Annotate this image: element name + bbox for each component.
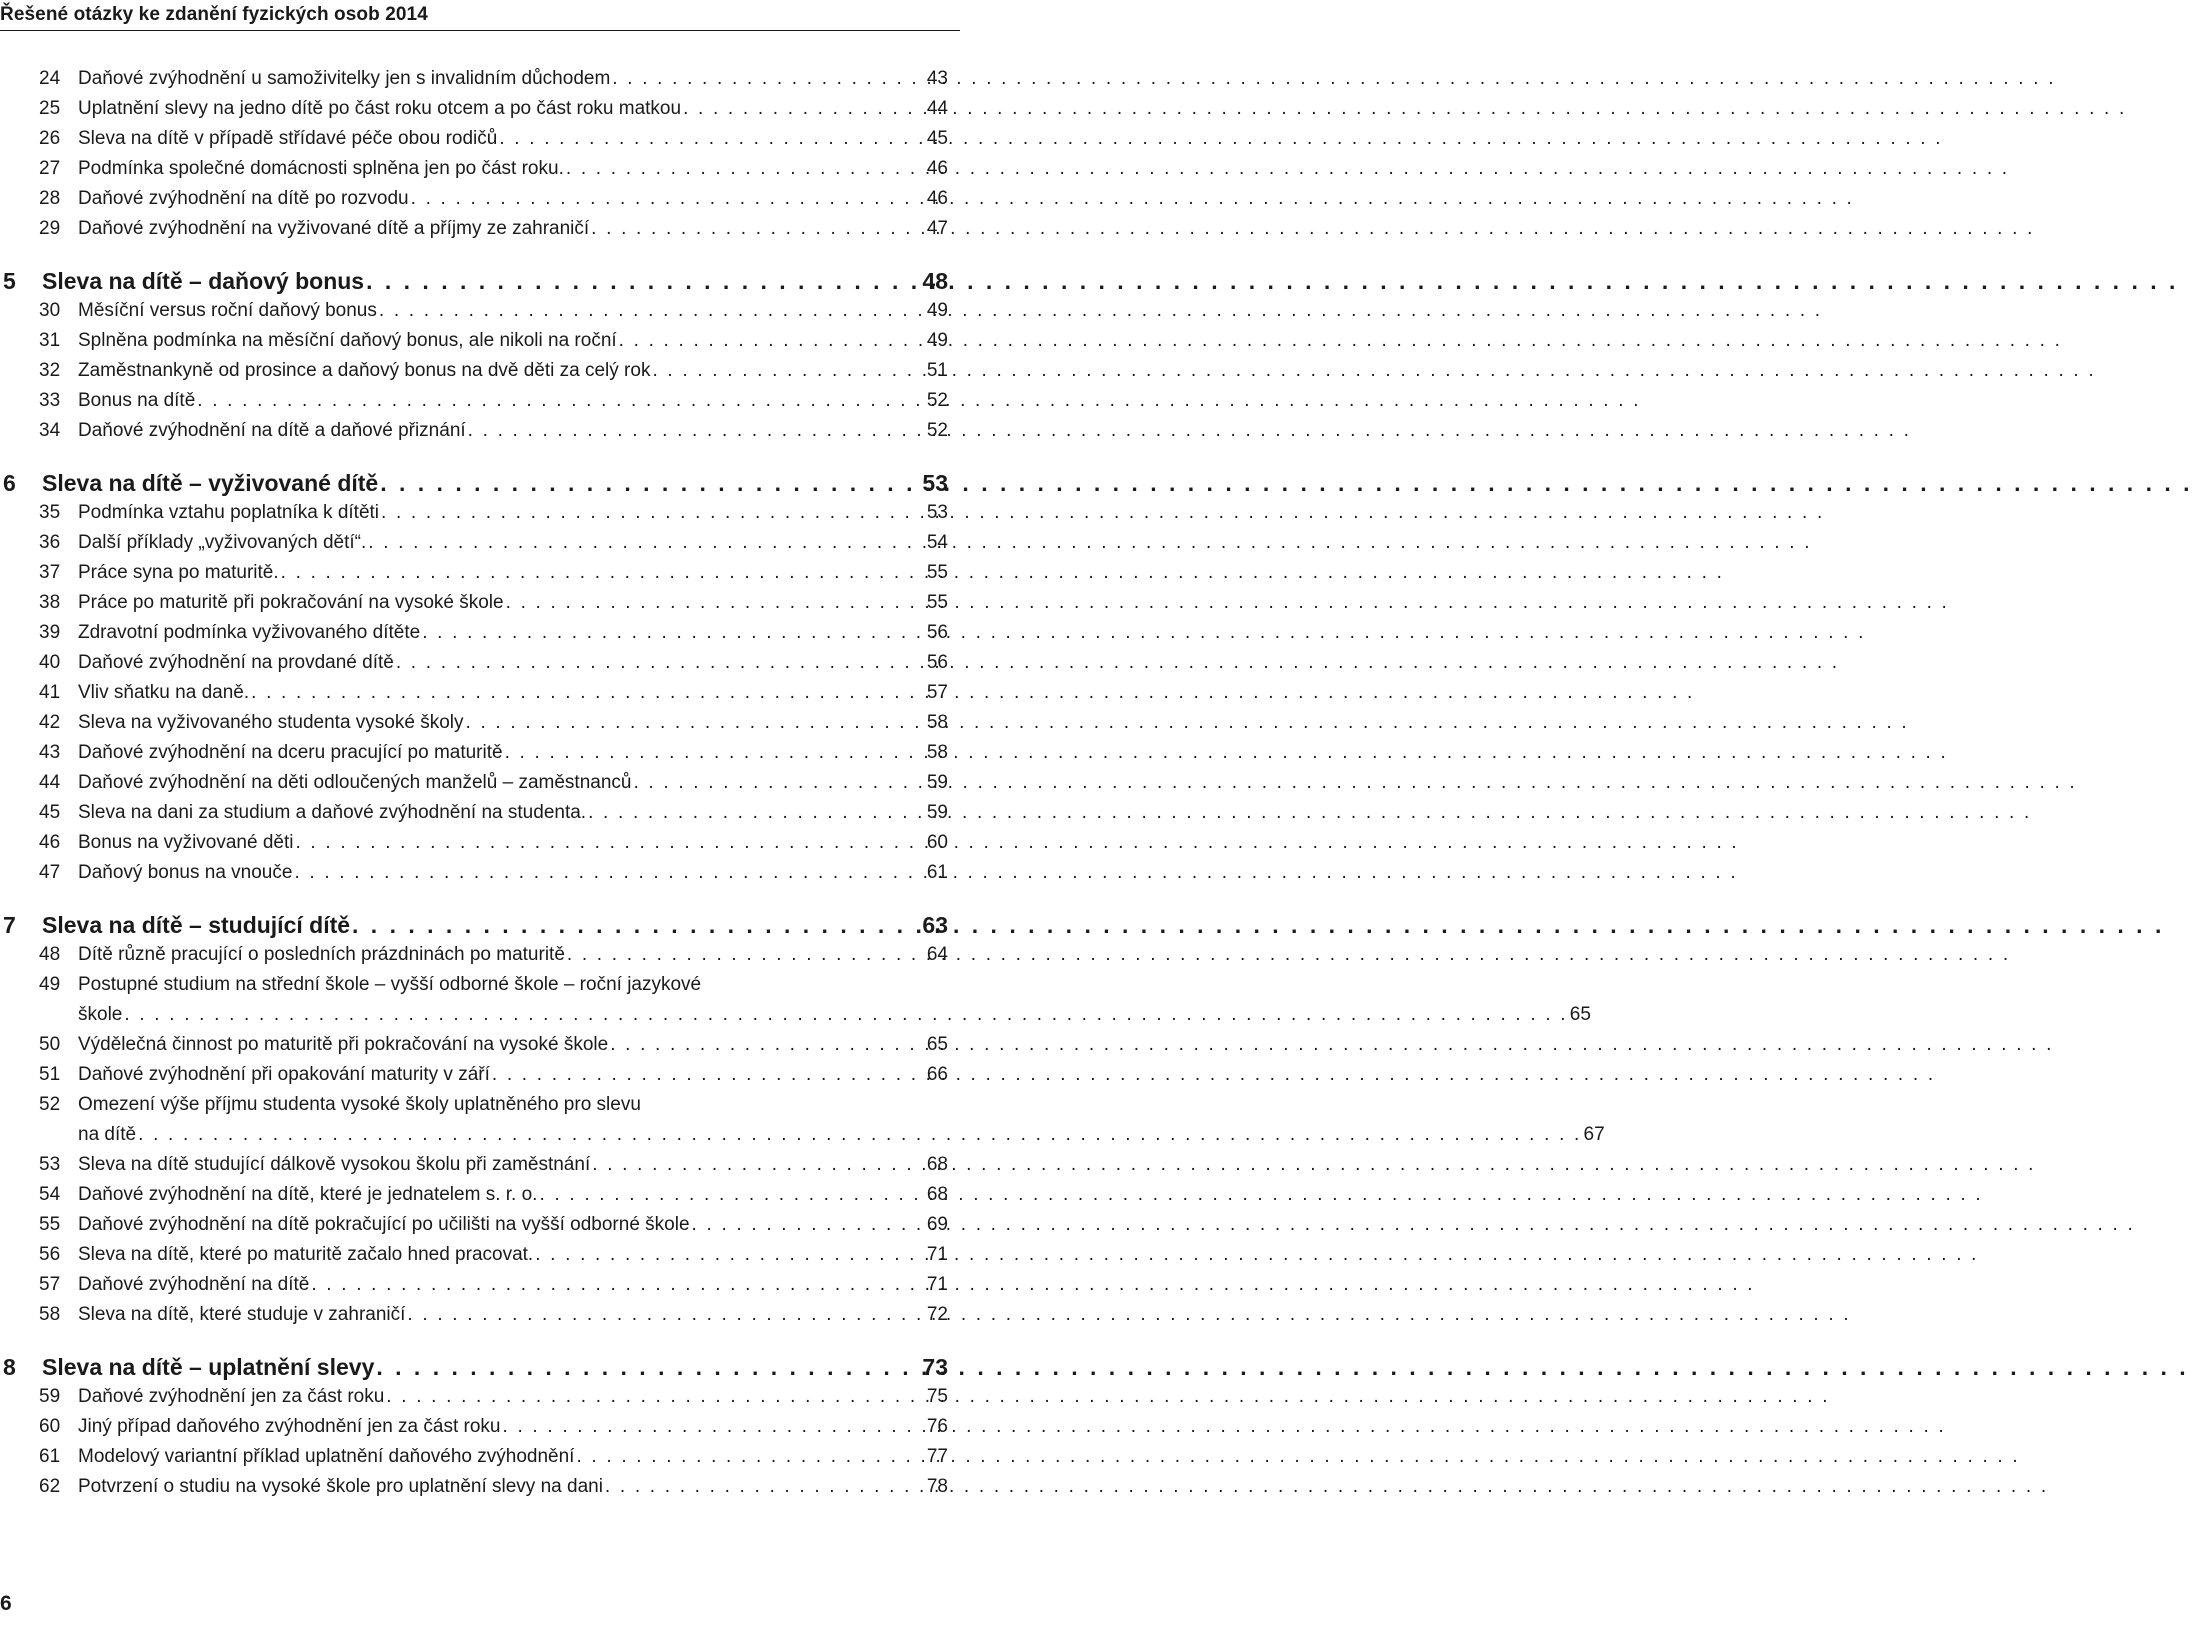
entry-body <box>78 154 948 184</box>
entry-number: 35 <box>39 502 61 523</box>
dot-leader <box>564 154 925 184</box>
entry-page-number: 52 <box>926 390 948 411</box>
entry-title: Sleva na vyživovaného studenta vysoké školy <box>78 712 464 733</box>
entry-body <box>78 184 948 214</box>
toc-entry[interactable] <box>0 154 948 184</box>
dot-leader <box>394 648 925 678</box>
entry-body <box>78 678 948 708</box>
dot-leader <box>603 1472 925 1502</box>
entry-number: 49 <box>39 974 61 995</box>
entry-page-number: 58 <box>926 712 948 733</box>
entry-body <box>78 296 948 326</box>
chapter-title: Sleva na dítě – daňový bonus <box>42 268 365 294</box>
entry-title: Práce syna po maturitě. <box>78 562 279 583</box>
entry-body <box>78 1240 948 1270</box>
entry-body <box>78 1150 948 1180</box>
entry-title: Daňové zvýhodnění na dítě <box>78 1274 310 1295</box>
entry-number: 44 <box>39 772 61 793</box>
entry-number: 39 <box>39 622 61 643</box>
entry-page-number: 56 <box>926 652 948 673</box>
entry-title: Výdělečná činnost po maturitě při pokračování na vysoké škole <box>78 1034 609 1055</box>
entry-page-number: 49 <box>926 330 948 351</box>
entry-page-number: 59 <box>926 772 948 793</box>
toc-entry[interactable] <box>0 214 948 244</box>
toc-entry[interactable] <box>0 94 948 124</box>
entry-page-number: 67 <box>1583 1124 1605 1145</box>
toc-entry[interactable] <box>0 858 948 888</box>
entry-body <box>78 64 948 94</box>
entry-body <box>78 1472 948 1502</box>
entry-title-line2-row <box>78 1000 1591 1030</box>
entry-page-number: 75 <box>926 1386 948 1407</box>
entry-body <box>78 588 948 618</box>
entry-number: 51 <box>39 1064 61 1085</box>
entry-page-number: 71 <box>926 1244 948 1265</box>
toc-entry[interactable] <box>0 1382 948 1412</box>
dot-leader <box>195 386 925 416</box>
entry-page-number: 71 <box>926 1274 948 1295</box>
entry-body <box>78 356 948 386</box>
toc-entry[interactable] <box>0 1090 1605 1150</box>
entry-number: 29 <box>39 218 61 239</box>
toc-entry[interactable] <box>0 498 948 528</box>
entry-page-number: 68 <box>926 1154 948 1175</box>
entry-title: Modelový variantní příklad uplatnění daňového zvýhodnění <box>78 1446 575 1467</box>
chapter-number: 8 <box>3 1354 16 1380</box>
entry-title: Potvrzení o studiu na vysoké škole pro uplatnění slevy na dani <box>78 1476 603 1497</box>
toc-entry[interactable] <box>0 1210 948 1240</box>
entry-number: 41 <box>39 682 61 703</box>
entry-title: Sleva na dítě studující dálkově vysokou školu při zaměstnání <box>78 1154 591 1175</box>
dot-leader <box>309 1270 925 1300</box>
toc-entry[interactable] <box>0 1180 948 1210</box>
entry-number: 58 <box>39 1304 61 1325</box>
entry-page-number: 55 <box>926 562 948 583</box>
entry-number: 60 <box>39 1416 61 1437</box>
toc-entry[interactable] <box>0 124 948 154</box>
entry-number: 55 <box>39 1214 61 1235</box>
toc-entry[interactable] <box>0 1442 948 1472</box>
chapter-title: Sleva na dítě – studující dítě <box>42 912 351 938</box>
entry-title: Další příklady „vyživovaných dětí“. <box>78 532 367 553</box>
toc-entry[interactable] <box>0 618 948 648</box>
entry-number: 37 <box>39 562 61 583</box>
entry-page-number: 60 <box>926 832 948 853</box>
entry-body <box>78 94 948 124</box>
dot-leader <box>610 64 925 94</box>
entry-number: 62 <box>39 1476 61 1497</box>
chapter-title: Sleva na dítě – vyživované dítě <box>42 470 379 496</box>
entry-body <box>78 386 948 416</box>
entry-title: Sleva na dítě v případě střídavé péče obou rodičů <box>78 128 498 149</box>
toc-entry[interactable] <box>0 1472 948 1502</box>
entry-number: 40 <box>39 652 61 673</box>
entry-body <box>78 1442 948 1472</box>
chapter-heading[interactable] <box>0 468 948 498</box>
dot-leader <box>409 184 925 214</box>
entry-page-number: 51 <box>926 360 948 381</box>
entry-title: Daňové zvýhodnění jen za část roku <box>78 1386 385 1407</box>
page-number: 6 <box>0 1592 12 1615</box>
toc-entry[interactable] <box>0 648 948 678</box>
toc-entry[interactable] <box>0 296 948 326</box>
toc-entry[interactable] <box>0 1240 948 1270</box>
toc-entry[interactable] <box>0 386 948 416</box>
toc-entry[interactable] <box>0 1150 948 1180</box>
entry-page-number: 66 <box>926 1064 948 1085</box>
entry-title: Měsíční versus roční daňový bonus <box>78 300 377 321</box>
entry-page-number: 47 <box>926 218 948 239</box>
entry-body <box>78 618 948 648</box>
dot-leader <box>366 528 925 558</box>
entry-number: 61 <box>39 1446 61 1467</box>
entry-page-number: 68 <box>926 1184 948 1205</box>
entry-title: Podmínka vztahu poplatníka k dítěti <box>78 502 380 523</box>
entry-page-number: 43 <box>926 68 948 89</box>
entry-body <box>78 1060 948 1090</box>
toc-entry[interactable] <box>0 528 948 558</box>
entry-title: Dítě různě pracující o posledních prázdninách po maturitě <box>78 944 565 965</box>
toc-entry[interactable] <box>0 738 948 768</box>
chapter-heading[interactable] <box>0 266 948 296</box>
dot-leader <box>617 326 925 356</box>
entry-title: Daňové zvýhodnění na provdané dítě <box>78 652 394 673</box>
entry-title: Daňové zvýhodnění na dítě, které je jednatelem s. r. o. <box>78 1184 538 1205</box>
running-head: Řešené otázky ke zdanění fyzických osob 2014 <box>0 4 428 25</box>
toc-entry[interactable] <box>0 768 948 798</box>
entry-title-line1: Postupné studium na střední škole – vyšší odborné škole – roční jazykové <box>78 974 702 995</box>
entry-page-number: 65 <box>926 1034 948 1055</box>
chapter-page-number: 63 <box>922 912 948 938</box>
entry-title: Splněna podmínka na měsíční daňový bonus, ale nikoli na roční <box>78 330 617 351</box>
toc-entry[interactable] <box>0 1412 948 1442</box>
entry-page-number: 69 <box>926 1214 948 1235</box>
toc-entry[interactable] <box>0 64 948 94</box>
entry-number: 56 <box>39 1244 61 1265</box>
entry-number: 26 <box>39 128 61 149</box>
toc-entry[interactable] <box>0 1270 948 1300</box>
chapter-title: Sleva na dítě – uplatnění slevy <box>42 1354 375 1380</box>
entry-number: 28 <box>39 188 61 209</box>
dot-leader <box>350 910 922 940</box>
dot-leader <box>293 828 924 858</box>
dot-leader <box>690 1210 925 1240</box>
entry-number: 27 <box>39 158 61 179</box>
dot-leader <box>497 124 925 154</box>
entry-page-number: 49 <box>926 300 948 321</box>
entry-number: 57 <box>39 1274 61 1295</box>
dot-leader <box>574 1442 924 1472</box>
entry-page-number: 45 <box>926 128 948 149</box>
entry-number: 43 <box>39 742 61 763</box>
entry-page-number: 76 <box>926 1416 948 1437</box>
toc-entry[interactable] <box>0 184 948 214</box>
toc-entry[interactable] <box>0 678 948 708</box>
entry-body <box>78 1300 948 1330</box>
entry-number: 38 <box>39 592 61 613</box>
entry-page-number: 65 <box>1569 1004 1591 1025</box>
entry-page-number: 55 <box>926 592 948 613</box>
entry-body <box>78 1210 948 1240</box>
entry-number: 59 <box>39 1386 61 1407</box>
entry-page-number: 46 <box>926 188 948 209</box>
entry-title: Jiný případ daňového zvýhodnění jen za část roku <box>78 1416 501 1437</box>
toc-entry[interactable] <box>0 588 948 618</box>
entry-page-number: 61 <box>926 862 948 883</box>
entry-page-number: 56 <box>926 622 948 643</box>
entry-number: 53 <box>39 1154 61 1175</box>
entry-number: 46 <box>39 832 61 853</box>
toc-entry[interactable] <box>0 1060 948 1090</box>
toc-entry[interactable] <box>0 970 1591 1030</box>
dot-leader <box>565 940 925 970</box>
entry-title: Daňové zvýhodnění u samoživitelky jen s invalidním důchodem <box>78 68 611 89</box>
dot-leader <box>292 858 924 888</box>
toc-entry[interactable] <box>0 798 948 828</box>
entry-title: Sleva na dítě, které po maturitě začalo hned pracovat. <box>78 1244 534 1265</box>
entry-page-number: 54 <box>926 532 948 553</box>
dot-leader <box>378 468 922 498</box>
entry-number: 52 <box>39 1094 61 1115</box>
entry-body <box>78 124 948 154</box>
entry-body <box>78 1412 948 1442</box>
entry-page-number: 64 <box>926 944 948 965</box>
toc-entry[interactable] <box>0 708 948 738</box>
dot-leader <box>589 214 925 244</box>
header-rule <box>0 30 960 31</box>
entry-page-number: 77 <box>926 1446 948 1467</box>
dot-leader <box>631 768 924 798</box>
entry-page-number: 78 <box>926 1476 948 1497</box>
dot-leader <box>503 738 925 768</box>
entry-number: 36 <box>39 532 61 553</box>
entry-number: 42 <box>39 712 61 733</box>
entry-body <box>78 708 948 738</box>
entry-title: Daňové zvýhodnění na vyživované dítě a příjmy ze zahraničí <box>78 218 590 239</box>
entry-title: Práce po maturitě při pokračování na vysoké škole <box>78 592 504 613</box>
entry-page-number: 72 <box>926 1304 948 1325</box>
dot-leader <box>466 416 925 446</box>
toc-entry[interactable] <box>0 1030 948 1060</box>
entry-number: 47 <box>39 862 61 883</box>
entry-title: Daňové zvýhodnění na dceru pracující po maturitě <box>78 742 503 763</box>
toc-entry[interactable] <box>0 558 948 588</box>
entry-number: 54 <box>39 1184 61 1205</box>
dot-leader <box>377 296 925 326</box>
entry-body <box>78 1180 948 1210</box>
toc-entry[interactable] <box>0 326 948 356</box>
entry-number: 50 <box>39 1034 61 1055</box>
entry-title: Uplatnění slevy na jedno dítě po část roku otcem a po část roku matkou <box>78 98 682 119</box>
dot-leader <box>608 1030 925 1060</box>
entry-body <box>78 558 948 588</box>
entry-number: 31 <box>39 330 61 351</box>
dot-leader <box>249 678 925 708</box>
entry-number: 34 <box>39 420 61 441</box>
dot-leader <box>586 798 925 828</box>
entry-title: Daňové zvýhodnění na děti odloučených manželů – zaměstnanců <box>78 772 632 793</box>
entry-title: Daňové zvýhodnění na dítě a daňové přiznání <box>78 420 466 441</box>
chapter-number: 5 <box>3 268 16 294</box>
entry-page-number: 53 <box>926 502 948 523</box>
entry-body <box>78 970 1591 1030</box>
entry-body <box>78 768 948 798</box>
toc-entry[interactable] <box>0 940 948 970</box>
entry-title: Daňové zvýhodnění při opakování maturity v září <box>78 1064 490 1085</box>
dot-leader <box>379 498 925 528</box>
toc-entry[interactable] <box>0 416 948 446</box>
entry-title: Daňové zvýhodnění na dítě po rozvodu <box>78 188 409 209</box>
entry-body <box>78 798 948 828</box>
dot-leader <box>490 1060 925 1090</box>
entry-body <box>78 214 948 244</box>
dot-leader <box>501 1412 925 1442</box>
dot-leader <box>590 1150 925 1180</box>
entry-body <box>78 1030 948 1060</box>
entry-number: 45 <box>39 802 61 823</box>
toc-entry[interactable] <box>0 828 948 858</box>
entry-title: Daňový bonus na vnouče <box>78 862 293 883</box>
toc-entry[interactable] <box>0 1300 948 1330</box>
chapter-page-number: 53 <box>922 470 948 496</box>
entry-title: Zdravotní podmínka vyživovaného dítěte <box>78 622 421 643</box>
entry-title: Zaměstnankyně od prosince a daňový bonus na dvě děti za celý rok <box>78 360 651 381</box>
entry-page-number: 58 <box>926 742 948 763</box>
entry-title: Bonus na vyživované děti <box>78 832 294 853</box>
chapter-heading[interactable] <box>0 910 948 940</box>
entry-title-line2-row <box>78 1120 1605 1150</box>
entry-title-line2: škole <box>78 1004 123 1025</box>
entry-body <box>78 828 948 858</box>
entry-title: Daňové zvýhodnění na dítě pokračující po učilišti na vyšší odborné škole <box>78 1214 690 1235</box>
chapter-page-number: 73 <box>922 1354 948 1380</box>
dot-leader <box>420 618 925 648</box>
chapter-number: 7 <box>3 912 16 938</box>
chapter-page-number: 48 <box>922 268 948 294</box>
entry-body <box>78 738 948 768</box>
entry-title-line2: na dítě <box>78 1124 137 1145</box>
dot-leader <box>405 1300 924 1330</box>
entry-body <box>78 1382 948 1412</box>
dot-leader <box>384 1382 925 1412</box>
dot-leader <box>279 558 925 588</box>
entry-title: Sleva na dítě, které studuje v zahraničí <box>78 1304 406 1325</box>
dot-leader <box>364 266 922 296</box>
entry-title: Sleva na dani za studium a daňové zvýhodnění na studenta. <box>78 802 587 823</box>
dot-leader <box>533 1240 925 1270</box>
dot-leader <box>122 1000 1567 1030</box>
entry-page-number: 59 <box>926 802 948 823</box>
dot-leader <box>374 1352 922 1382</box>
entry-number: 32 <box>39 360 61 381</box>
entry-number: 24 <box>39 68 61 89</box>
entry-page-number: 52 <box>926 420 948 441</box>
entry-body <box>78 326 948 356</box>
dot-leader <box>136 1120 1581 1150</box>
entry-page-number: 44 <box>926 98 948 119</box>
dot-leader <box>537 1180 924 1210</box>
entry-body <box>78 416 948 446</box>
chapter-number: 6 <box>3 470 16 496</box>
entry-title-line1: Omezení výše příjmu studenta vysoké školy uplatněného pro slevu <box>78 1094 641 1115</box>
entry-body <box>78 1090 1605 1150</box>
entry-body <box>78 648 948 678</box>
entry-title: Podmínka společné domácnosti splněna jen po část roku. <box>78 158 564 179</box>
dot-leader <box>650 356 924 386</box>
toc-entry[interactable] <box>0 356 948 386</box>
chapter-heading[interactable] <box>0 1352 948 1382</box>
entry-body <box>78 498 948 528</box>
dot-leader <box>504 588 925 618</box>
entry-title: Vliv sňatku na daně. <box>78 682 250 703</box>
entry-body <box>78 1270 948 1300</box>
dot-leader <box>681 94 925 124</box>
entry-body <box>78 528 948 558</box>
entry-page-number: 46 <box>926 158 948 179</box>
entry-body <box>78 858 948 888</box>
entry-page-number: 57 <box>926 682 948 703</box>
entry-number: 25 <box>39 98 61 119</box>
entry-number: 33 <box>39 390 61 411</box>
dot-leader <box>464 708 925 738</box>
entry-title: Bonus na dítě <box>78 390 196 411</box>
entry-body <box>78 940 948 970</box>
table-of-contents <box>0 64 1605 1502</box>
entry-number: 48 <box>39 944 61 965</box>
entry-number: 30 <box>39 300 61 321</box>
